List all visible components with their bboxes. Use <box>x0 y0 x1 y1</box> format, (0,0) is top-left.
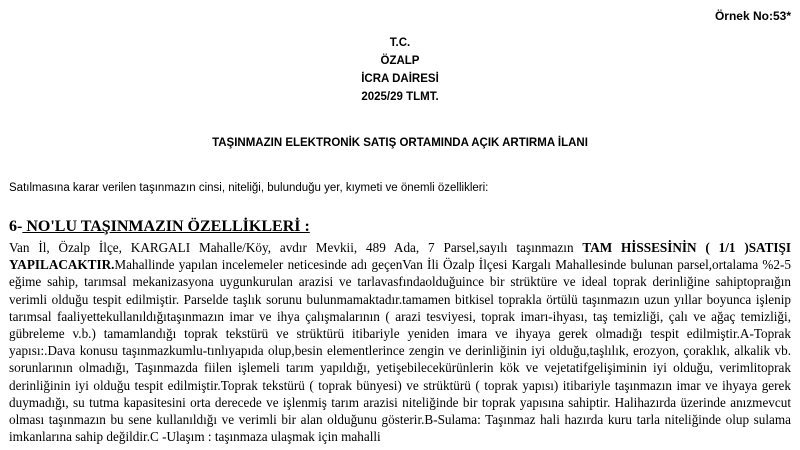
intro-text: Satılmasına karar verilen taşınmazın cinsi, niteliği, bulunduğu yer, kıymeti ve önemli özellikleri: <box>9 182 489 194</box>
announcement-title: TAŞINMAZIN ELEKTRONİK SATIŞ ORTAMINDA AÇIK ARTIRMA İLANI <box>212 137 588 149</box>
section-number: 6- <box>9 218 23 235</box>
description-intro: Van İl, Özalp İlçe, KARGALI Mahalle/Köy, avdır Mevkii, 489 Ada, 7 Parsel,sayılı taşınmazın <box>9 240 583 255</box>
property-description <box>9 239 791 445</box>
document-header <box>0 34 800 106</box>
header-district: ÖZALP <box>380 55 420 67</box>
section-heading <box>9 218 310 236</box>
form-number: Örnek No:53* <box>714 9 791 23</box>
header-country: T.C. <box>389 37 411 49</box>
header-office: İCRA DAİRESİ <box>361 73 439 85</box>
sale-statement: TAM HİSSESİNİN ( 1/1 )SATIŞI YAPILACAKTIR. <box>9 240 791 273</box>
section-heading-label: NO'LU TAŞINMAZIN ÖZELLİKLERİ : <box>22 218 310 235</box>
header-file-number: 2025/29 TLMT. <box>361 91 439 103</box>
description-body: Mahallinde yapılan incelemeler neticesinde adı geçenVan İli Özalp İlçesi Kargalı Mahallesinde bulunan parsel,ortalama %2-5 eğime sahip, tarımsal mekanizasyona uygunkurulan arazisi ve tarlavasfındaolduğuince bir strüktüre ve ideal toprak derinliğine sahiptopraığın verimli olduğu tespit edilmiştir. Parselde taşlık sorunu bulunmamaktadır.tamamen bitkisel toprakla örtülü taşınmazın uzun yıllar boyunca işlenip tarımsal faaliyettekullanıldığıtaşınmazın imar ve ihya çalışmalarının ( arazi tesviyesi, toprak imarı-ihyası, taş temizliği, çalı ve ağaç temizliği, gübreleme v.b.) tamamlandığı toprak tekstürü ve strüktürü itibariyle yeniden imara ve ihyaya gerek olmadığı tespit edilmiştir.A-Toprak yapısı:.Dava konusu taşınmazkumlu-tınlıyapıda olup,besin elementlerince zengin ve derinliğinin iyi olduğu,taşlılık, erozyon, çoraklık, alkalik vb. sorunlarının olmadığı, Taşınmazda fiilen işlemeli tarım yapıldığı, yetişebilecekürünlerin kök ve vejetatifgelişiminin iyi olduğu, verimlitoprak derinliğinin iyi olduğu tespit edilmiştir.Toprak tekstürü ( toprak bünyesi) ve strüktürü ( toprak yapısı) itibariyle taşınmazın imar ve ihyaya gerek duymadığı, su tutma kapasitesini orta derecede ve işlenmiş tarım arazisi niteliğinde bir toprak yapısına sahiptir. Halihazırda üzerinde anızmevcut olması taşınmazın bu sene kullanıldığı ve verimli bir alan olduğunu gösterir.B-Sulama: Taşınmaz hali hazırda kuru tarla niteliğinde olup sulama imkanlarına sahip değildir.C -Ulaşım : taşınmaza ulaşmak için mahalli <box>9 257 791 445</box>
